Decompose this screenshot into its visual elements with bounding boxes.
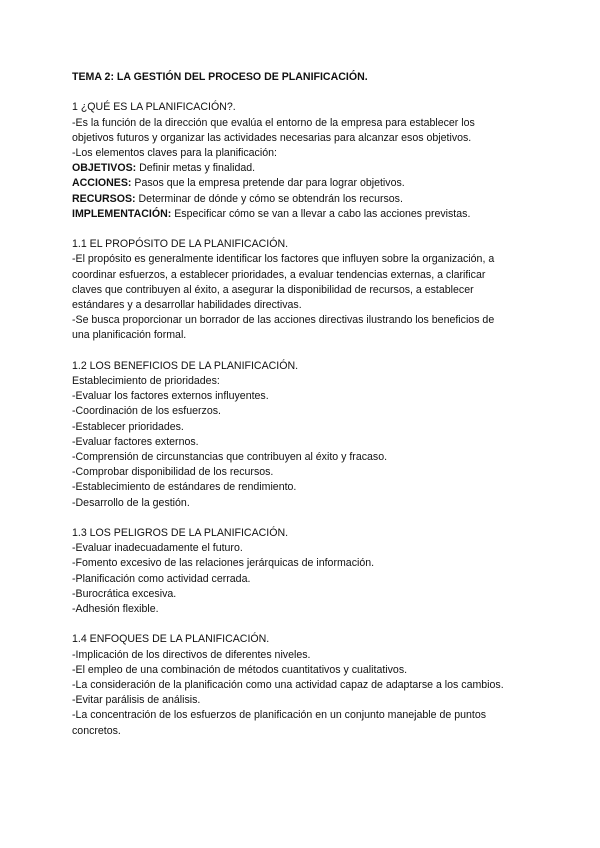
list-item: -Planificación como actividad cerrada. <box>72 572 251 585</box>
definition-desc: Determinar de dónde y cómo se obtendrán los recursos. <box>135 192 403 205</box>
list-item: -Establecer prioridades. <box>72 420 184 433</box>
section-que-es <box>72 100 542 222</box>
section-proposito <box>72 237 542 343</box>
definition-term: RECURSOS: <box>72 192 136 205</box>
spacer <box>72 222 542 237</box>
section-heading: 1.1 EL PROPÓSITO DE LA PLANIFICACIÓN. <box>72 238 289 251</box>
list-item: -La consideración de la planificación como una actividad capaz de adaptarse a los cambios. <box>72 679 504 692</box>
paragraph-line: -Los elementos claves para la planificación: <box>72 147 277 159</box>
list-item: -El empleo de una combinación de métodos cuantitativos y cualitativos. <box>72 663 408 676</box>
paragraph-line: -El propósito es generalmente identificar los factores que influyen sobre la organización, a <box>72 253 495 266</box>
definition-item <box>72 176 542 191</box>
section-heading: 1.2 LOS BENEFICIOS DE LA PLANIFICACIÓN. <box>72 359 299 372</box>
section-heading: 1.4 ENFOQUES DE LA PLANIFICACIÓN. <box>72 633 270 646</box>
definition-item <box>72 207 542 222</box>
list-item: -Implicación de los directivos de diferentes niveles. <box>72 648 311 661</box>
definition-desc: Pasos que la empresa pretende dar para lograr objetivos. <box>131 177 405 190</box>
document-page <box>72 70 542 739</box>
section-heading: 1.3 LOS PELIGROS DE LA PLANIFICACIÓN. <box>72 527 289 540</box>
spacer <box>72 344 542 359</box>
paragraph-line: una planificación formal. <box>72 329 187 342</box>
paragraph-line: -Es la función de la dirección que evalúa el entorno de la empresa para establecer los <box>72 116 475 129</box>
paragraph-line: coordinar esfuerzos, a establecer prioridades, a evaluar tendencias externas, a clarificar <box>72 268 486 281</box>
list-item: -Desarrollo de la gestión. <box>72 496 190 509</box>
paragraph-line: -Se busca proporcionar un borrador de las acciones directivas ilustrando los beneficios de <box>72 314 495 327</box>
definition-item <box>72 192 542 207</box>
list-item: -Establecimiento de estándares de rendimiento. <box>72 481 297 494</box>
list-item: Establecimiento de prioridades: <box>72 375 220 388</box>
section-peligros <box>72 526 542 617</box>
list-item: -Evaluar inadecuadamente el futuro. <box>72 542 243 555</box>
list-item: -Burocrática excesiva. <box>72 587 177 600</box>
definition-term: OBJETIVOS: <box>72 162 137 175</box>
definition-term: IMPLEMENTACIÓN: <box>72 207 172 220</box>
section-enfoques <box>72 632 542 738</box>
list-item: -Evaluar factores externos. <box>72 435 199 448</box>
list-item: concretos. <box>72 724 121 737</box>
paragraph-line: estándares y a desarrollar habilidades directivas. <box>72 299 302 312</box>
spacer <box>72 511 542 526</box>
list-item: -Comprensión de circunstancias que contribuyen al éxito y fracaso. <box>72 451 388 464</box>
list-item: -Comprobar disponibilidad de los recursos. <box>72 466 274 479</box>
section-heading: 1 ¿QUÉ ES LA PLANIFICACIÓN?. <box>72 101 236 114</box>
list-item: -Evaluar los factores externos influyentes. <box>72 390 269 403</box>
paragraph-line: objetivos futuros y organizar las actividades necesarias para alcanzar esos objetivos. <box>72 131 472 144</box>
definition-term: ACCIONES: <box>72 177 132 190</box>
list-item: -La concentración de los esfuerzos de planificación en un conjunto manejable de puntos <box>72 709 487 722</box>
spacer <box>72 85 542 100</box>
list-item: -Fomento excesivo de las relaciones jerárquicas de información. <box>72 557 375 570</box>
document-title: TEMA 2: LA GESTIÓN DEL PROCESO DE PLANIFICACIÓN. <box>72 71 368 83</box>
list-item: -Coordinación de los esfuerzos. <box>72 405 221 418</box>
definition-desc: Especificar cómo se van a llevar a cabo las acciones previstas. <box>171 207 471 220</box>
section-beneficios <box>72 359 542 511</box>
definition-item <box>72 161 542 176</box>
list-item: -Adhesión flexible. <box>72 603 159 616</box>
definition-desc: Definir metas y finalidad. <box>136 162 256 175</box>
list-item: -Evitar parálisis de análisis. <box>72 694 201 707</box>
spacer <box>72 617 542 632</box>
paragraph-line: claves que contribuyen al éxito, a asegurar la disponibilidad de recursos, a establecer <box>72 283 474 296</box>
